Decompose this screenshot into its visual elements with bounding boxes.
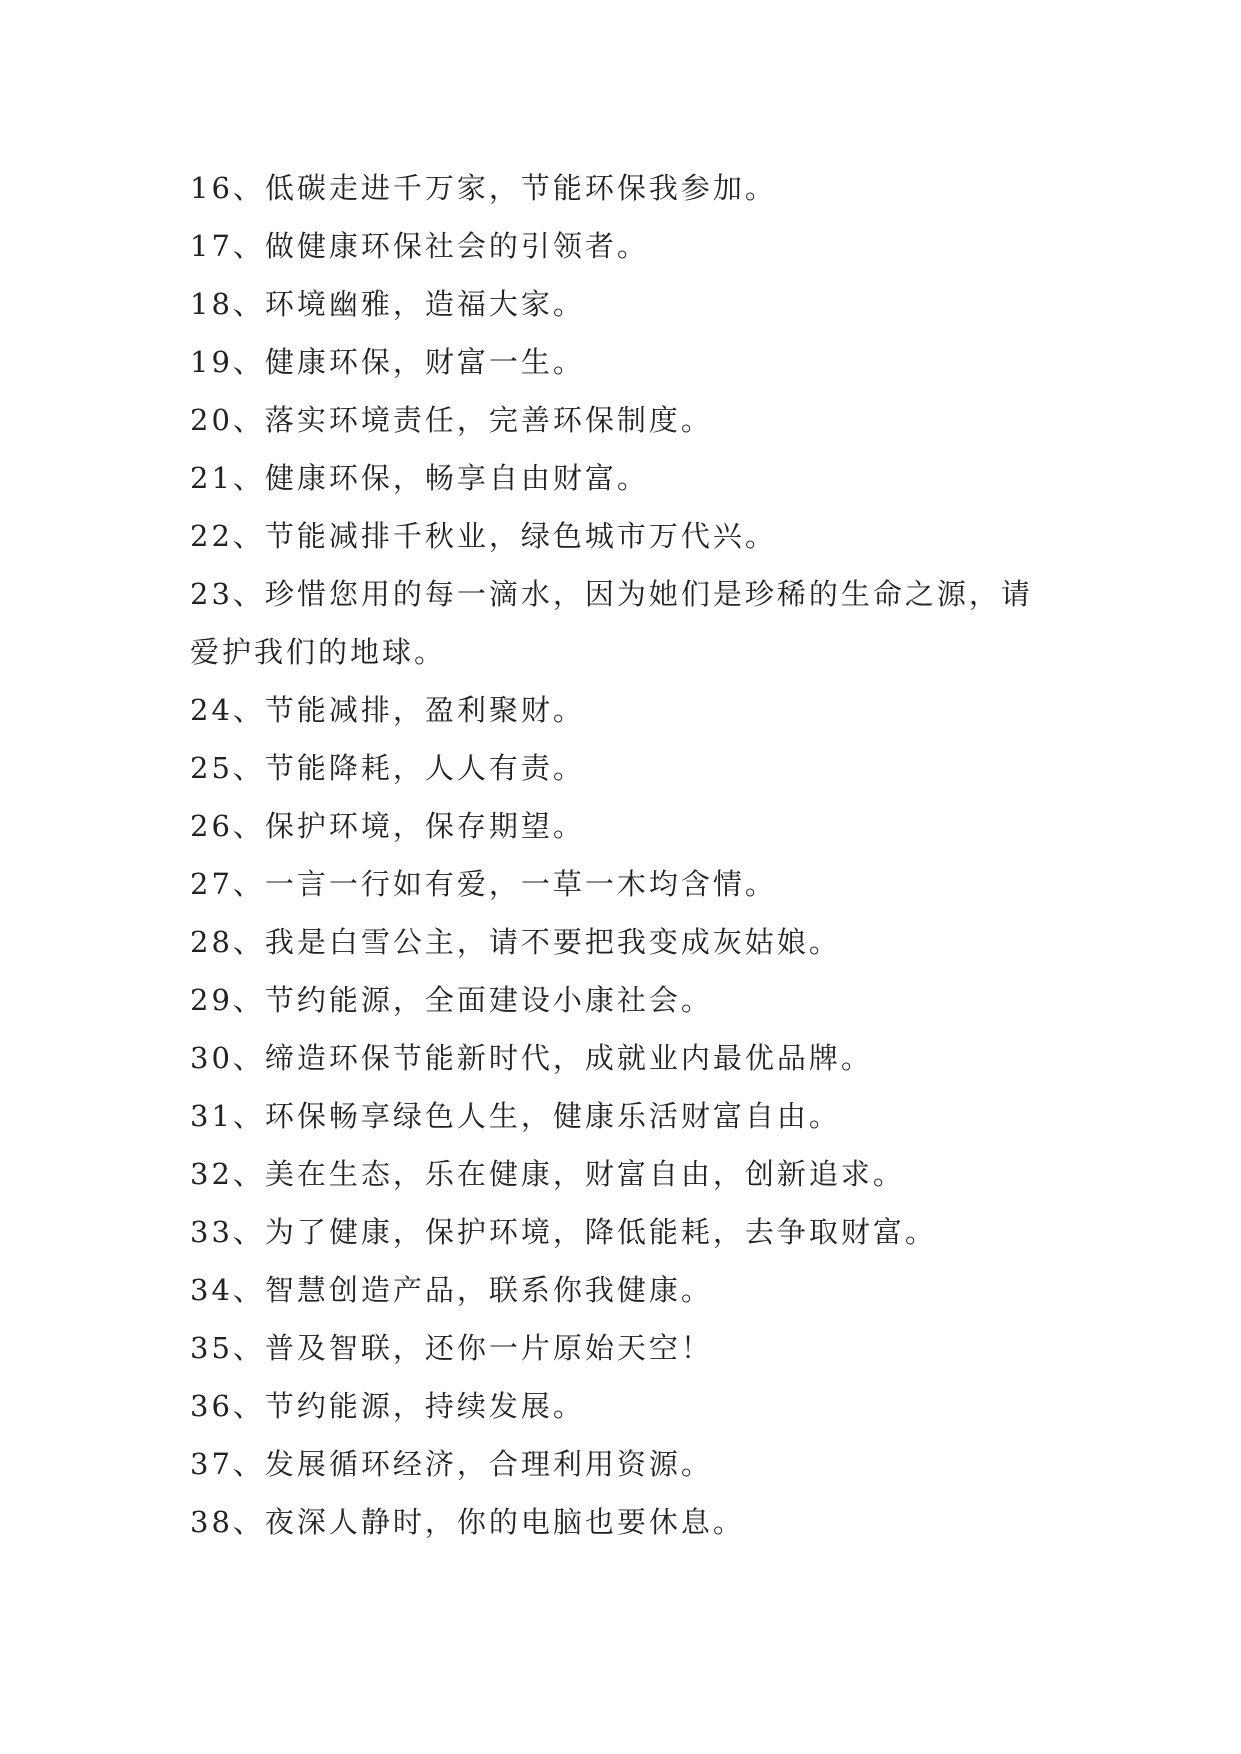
text-line: 27、一言一行如有爱，一草一木均含情。: [190, 867, 777, 901]
text-line: 29、节约能源，全面建设小康社会。: [190, 983, 713, 1017]
text-line: 20、落实环境责任，完善环保制度。: [190, 403, 713, 437]
text-line: 35、普及智联，还你一片原始天空！: [190, 1331, 713, 1365]
text-line: 17、做健康环保社会的引领者。: [190, 229, 649, 263]
text-line: 37、发展循环经济，合理利用资源。: [190, 1447, 713, 1481]
text-line: 28、我是白雪公主，请不要把我变成灰姑娘。: [190, 925, 841, 959]
text-line: 爱护我们的地球。: [190, 635, 447, 669]
text-line: 38、夜深人静时，你的电脑也要休息。: [190, 1505, 745, 1539]
text-line: 34、智慧创造产品，联系你我健康。: [190, 1273, 713, 1307]
text-line: 23、珍惜您用的每一滴水，因为她们是珍稀的生命之源，请: [190, 577, 1033, 611]
text-line: 21、健康环保，畅享自由财富。: [190, 461, 649, 495]
text-line: 19、健康环保，财富一生。: [190, 345, 585, 379]
text-line: 36、节约能源，持续发展。: [190, 1389, 585, 1423]
text-line: 18、环境幽雅，造福大家。: [190, 287, 585, 321]
text-line: 33、为了健康，保护环境，降低能耗，去争取财富。: [190, 1215, 937, 1249]
text-line: 30、缔造环保节能新时代，成就业内最优品牌。: [190, 1041, 873, 1075]
text-line: 16、低碳走进千万家，节能环保我参加。: [190, 171, 777, 205]
text-line: 26、保护环境，保存期望。: [190, 809, 585, 843]
slogan-list: [190, 159, 1070, 1551]
text-line: 32、美在生态，乐在健康，财富自由，创新追求。: [190, 1157, 905, 1191]
text-line: 24、节能减排，盈利聚财。: [190, 693, 585, 727]
text-line: 25、节能降耗，人人有责。: [190, 751, 585, 785]
text-line: 22、节能减排千秋业，绿色城市万代兴。: [190, 519, 777, 553]
text-line: 31、环保畅享绿色人生，健康乐活财富自由。: [190, 1099, 841, 1133]
